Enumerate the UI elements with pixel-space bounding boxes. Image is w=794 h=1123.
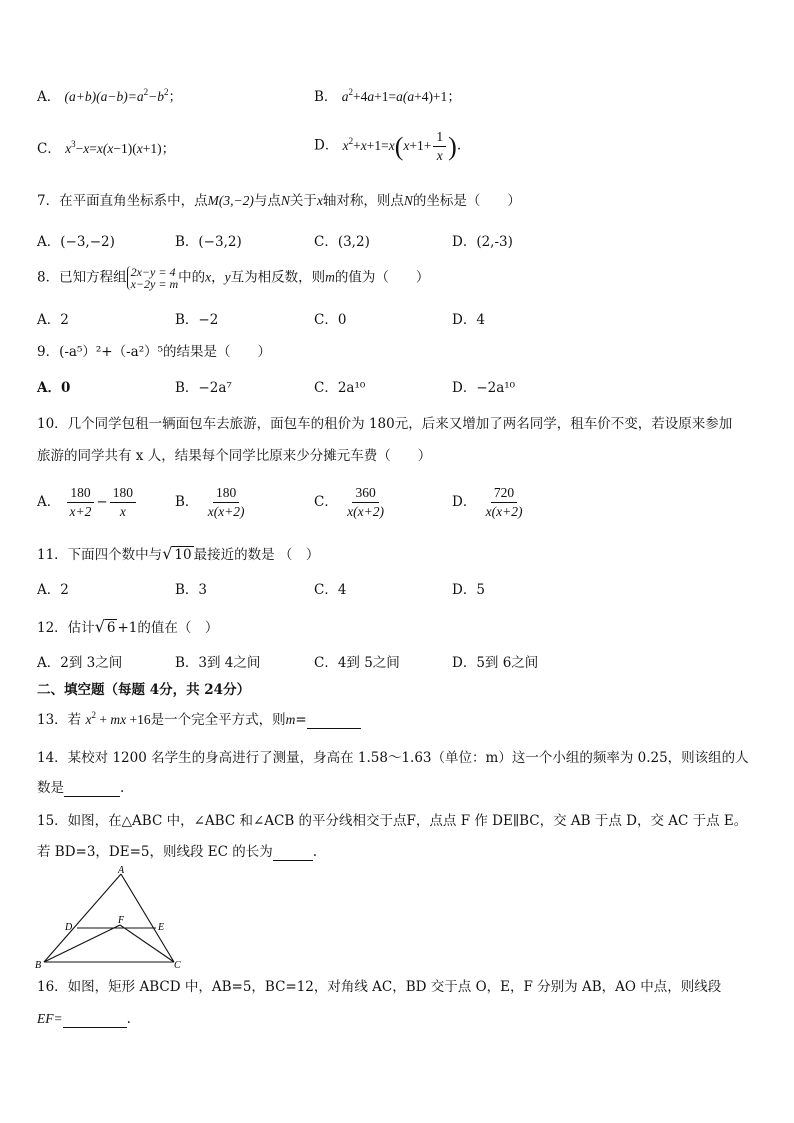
- q10-line1: 10．几个同学包租一辆面包车去旅游，面包车的租价为 180元，后来又增加了两名同学，租车价不变，若设原来参加: [37, 416, 733, 432]
- q13-expression: $x^2$ + mx +16: [85, 710, 151, 727]
- point-n: N: [280, 193, 290, 208]
- text: 数是: [37, 780, 64, 796]
- var-x: x: [205, 269, 212, 285]
- separator: ；: [447, 89, 461, 105]
- option-label: D．: [452, 494, 477, 510]
- option-label: C．: [314, 494, 338, 510]
- q7-stem: [37, 192, 521, 210]
- text: 与点: [253, 193, 281, 209]
- q8-stem: [37, 266, 429, 290]
- text: 11．下面四个数中与: [37, 547, 163, 563]
- q11-stem: [37, 545, 319, 564]
- text: 轴对称，则点: [322, 193, 404, 209]
- denominator: x: [119, 504, 126, 519]
- q6-a-formula: $(a+b)(a-b)=a^2-b^2$: [64, 87, 169, 104]
- text: 中的: [178, 269, 206, 286]
- q10-option-c: [314, 484, 389, 521]
- label-b: B: [35, 960, 42, 970]
- denominator: x(x+2): [207, 504, 245, 519]
- q12-option-a: A．2到 3之间: [37, 655, 123, 671]
- text: ，: [211, 269, 225, 286]
- equation-1: 2x−y = 4: [130, 265, 176, 279]
- denominator: x(x+2): [347, 504, 384, 519]
- label-f: F: [118, 915, 125, 926]
- text: EF=: [37, 1011, 63, 1026]
- q10-option-b: [175, 484, 250, 521]
- denominator: x+2: [69, 504, 92, 519]
- radicand: 10: [174, 547, 192, 563]
- var-m: m: [325, 269, 335, 285]
- text: 互为相反数，则: [230, 269, 326, 286]
- side-ab: [44, 874, 121, 962]
- option-label: A．: [37, 494, 61, 510]
- q9-option-b: B．−2a⁷: [175, 380, 232, 396]
- q11-option-c: C．4: [314, 582, 347, 598]
- side-ac: [121, 874, 174, 962]
- text: 13．若: [37, 712, 82, 728]
- q8-option-c: C．0: [314, 312, 347, 328]
- q6-d-formula: $x^2+x+1=x(x+1+$ $\frac{1}{x}$ ): [342, 129, 457, 163]
- period: .: [456, 137, 462, 154]
- option-label: A．: [37, 89, 61, 105]
- option-label: B．: [314, 89, 338, 105]
- q7-option-c: C．(3,2): [314, 234, 370, 250]
- q10-option-d: [452, 484, 527, 521]
- text: .: [126, 1011, 131, 1027]
- var-m: m: [285, 712, 296, 727]
- q14-line2: [37, 779, 124, 797]
- q6-option-a: [37, 88, 182, 106]
- text: 是一个完全平方式，则: [150, 712, 286, 728]
- text: .: [120, 780, 125, 796]
- label-a: A: [118, 866, 125, 876]
- q10-line2: 旅游的同学共有 x 人，结果每个同学比原来少分摊元车费（ ）: [37, 448, 432, 464]
- q11-option-b: B．3: [175, 582, 208, 598]
- q7-option-a: A．(−3,−2): [37, 234, 115, 250]
- q12-stem: [37, 618, 218, 637]
- q15-line2: [37, 843, 317, 861]
- q9-option-a: A．0: [37, 380, 71, 396]
- numerator: 180: [110, 484, 136, 503]
- denominator: x(x+2): [485, 504, 523, 519]
- q6-option-b: [314, 88, 461, 106]
- text: =: [295, 712, 307, 728]
- q7-option-d: D．(2,-3): [452, 234, 513, 250]
- text: +1的值在（ ）: [117, 620, 219, 636]
- q13-stem: [37, 711, 361, 729]
- numerator: 180: [213, 484, 239, 503]
- q8-option-d: D．4: [452, 312, 485, 328]
- option-label: B．: [175, 494, 199, 510]
- q8-option-b: B．−2: [175, 312, 219, 328]
- q9-stem: 9．(-a⁵）²+（-a²）⁵的结果是（ ）: [37, 344, 272, 360]
- text: 的值为（ ）: [334, 269, 430, 286]
- q8-option-a: A．2: [37, 312, 69, 328]
- label-c: C: [174, 960, 181, 970]
- q11-option-a: A．2: [37, 582, 69, 598]
- point-m: M(3,−2): [207, 193, 254, 208]
- q11-option-d: D．5: [452, 582, 485, 598]
- q15-line1: 15．如图，在△ABC 中，∠ABC 和∠ACB 的平分线相交于点F，点点 F 作 DE∥BC，交 AB 于点 D，交 AC 于点 E。: [37, 813, 748, 829]
- point-n: N: [403, 193, 413, 208]
- answer-blank[interactable]: [63, 1015, 127, 1028]
- triangle-figure: [34, 866, 184, 970]
- bisector-cf: [120, 925, 174, 962]
- sqrt: √ 6: [94, 617, 116, 636]
- answer-blank[interactable]: [273, 848, 313, 861]
- radicand: 6: [106, 620, 116, 636]
- sqrt: √ 10: [162, 544, 192, 563]
- answer-blank[interactable]: [64, 784, 120, 797]
- q9-option-d: D．−2a¹⁰: [452, 380, 516, 396]
- text: 最接近的数是 （ ）: [193, 547, 320, 563]
- label-d: D: [65, 922, 73, 933]
- numerator: 360: [352, 484, 378, 503]
- text: 7．在平面直角坐标系中，点: [37, 193, 208, 209]
- answer-blank[interactable]: [307, 716, 361, 729]
- text: 关于: [289, 193, 317, 209]
- text: .: [312, 844, 318, 860]
- q6-option-d: [314, 128, 461, 165]
- separator: ；: [168, 89, 182, 105]
- q12-option-d: D．5到 6之间: [452, 655, 539, 671]
- axis-x: x: [316, 193, 323, 208]
- var-y: y: [224, 269, 231, 285]
- q6-b-formula: $a^2+4a+1=a(a+4)+1$: [341, 87, 448, 104]
- bisector-bf: [44, 925, 120, 962]
- q9-option-c: C．2a¹⁰: [314, 380, 366, 396]
- q12-option-c: C．4到 5之间: [314, 655, 400, 671]
- q16-line1: 16．如图，矩形 ABCD 中，AB=5，BC=12，对角线 AC，BD 交于点 O，E，F 分别为 AB，AO 中点，则线段: [37, 979, 722, 995]
- numerator: 180: [67, 484, 93, 503]
- q16-line2: [37, 1010, 131, 1028]
- option-label: D．: [314, 137, 339, 154]
- q10-option-a: A． $\frac{180}{x+2}$ − $\frac{180}{x}$: [37, 484, 138, 521]
- text: 若 BD=3，DE=5，则线段 EC 的长为: [37, 844, 273, 860]
- numerator: 720: [491, 484, 517, 503]
- text: 8．已知方程组: [37, 269, 127, 286]
- option-label: C．: [37, 141, 61, 157]
- equation-system: [127, 266, 179, 290]
- text: 12．估计: [37, 620, 95, 636]
- section-heading: 二、填空题（每题 4分，共 24分）: [37, 682, 251, 698]
- q12-option-b: B．3到 4之间: [175, 655, 261, 671]
- label-e: E: [158, 922, 165, 933]
- q6-c-formula: $x^3-x=x(x-1)(x+1)$: [65, 139, 162, 156]
- q14-line1: 14．某校对 1200 名学生的身高进行了测量，身高在 1.58～1.63（单位：m）这一个小组的频率为 0.25，则该组的人: [37, 750, 749, 766]
- separator: ；: [161, 141, 176, 157]
- text: 的坐标是（ ）: [412, 193, 521, 209]
- equation-2: x−2y = m: [130, 277, 179, 291]
- q7-option-b: B．(−3,2): [175, 234, 242, 250]
- q6-option-c: [37, 140, 175, 158]
